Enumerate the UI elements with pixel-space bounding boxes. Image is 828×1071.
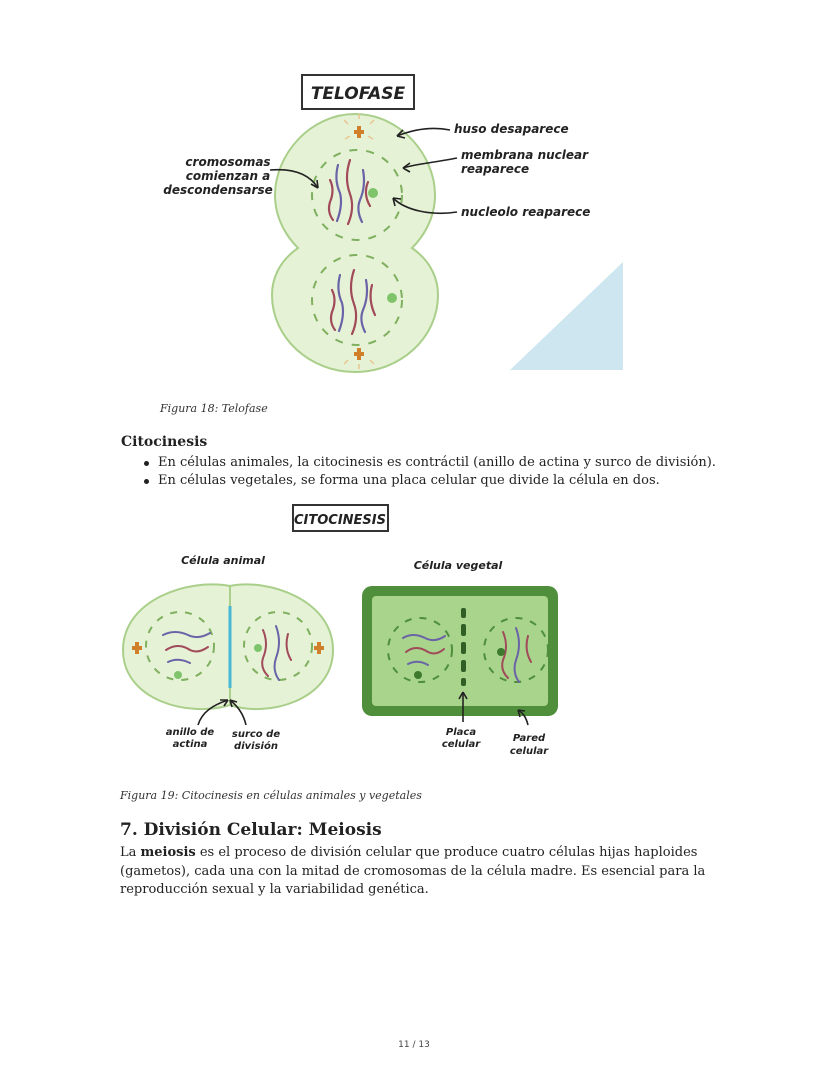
- citocinesis-illustration: [118, 500, 578, 765]
- citocinesis-figure: [118, 500, 578, 765]
- label-membrana-1: membrana nuclear: [461, 148, 589, 162]
- citocinesis-title: CITOCINESIS: [294, 513, 386, 528]
- vegetal-cell-title: Célula vegetal: [413, 559, 503, 572]
- bullet-animal: En células animales, la citocinesis es contráctil (anillo de actina y surco de división).: [140, 454, 780, 472]
- page-number: 11 / 13: [398, 1040, 430, 1050]
- meiosis-paragraph: [120, 844, 720, 900]
- bullet-vegetal: En células vegetales, se forma una placa celular que divide la célula en dos.: [140, 472, 780, 490]
- label-huso-desaparece: huso desaparece: [454, 122, 569, 136]
- telofase-cell: [272, 114, 438, 372]
- label-surco-1: surco de: [231, 729, 281, 740]
- label-pared-1: Pared: [512, 733, 546, 744]
- meiosis-p-rest-1: es el proceso de división celular que produce cuatro células hijas haploides: [195, 845, 698, 860]
- telofase-figure: [160, 70, 640, 375]
- label-anillo-1: anillo de: [165, 727, 215, 738]
- label-placa-1: Placa: [445, 727, 477, 738]
- label-membrana-2: reaparece: [461, 162, 530, 176]
- citocinesis-bullets: [140, 454, 780, 490]
- meiosis-p-rest-3: reproducción sexual y la variabilidad genética.: [120, 882, 429, 897]
- upper-nucleolus: [368, 188, 378, 198]
- meiosis-term: meiosis: [140, 845, 196, 860]
- label-cromosomas-2: comienzan a: [185, 169, 271, 183]
- citocinesis-heading: Citocinesis: [121, 434, 208, 450]
- meiosis-heading: 7. División Celular: Meiosis: [120, 820, 382, 840]
- label-pared-2: celular: [509, 746, 549, 757]
- figure-19-caption: Figura 19: Citocinesis en células animales y vegetales: [120, 789, 422, 802]
- label-surco-2: división: [234, 741, 278, 752]
- meiosis-p-start: La: [120, 845, 141, 860]
- figure-18-caption: Figura 18: Telofase: [160, 402, 268, 415]
- animal-cell: [123, 584, 333, 709]
- animal-cell-title: Célula animal: [181, 554, 265, 567]
- label-cromosomas-3: descondensarse: [163, 183, 273, 197]
- telofase-illustration: [160, 70, 640, 375]
- label-anillo-2: actina: [172, 739, 208, 750]
- label-placa-2: celular: [441, 739, 481, 750]
- telofase-title: TELOFASE: [310, 84, 406, 104]
- meiosis-p-rest-2: (gametos), cada una con la mitad de cromosomas de la célula madre. Es esencial para la: [120, 863, 706, 879]
- label-cromosomas-1: cromosomas: [185, 155, 271, 169]
- blue-triangle-decoration: [510, 262, 623, 370]
- lower-nucleolus: [387, 293, 397, 303]
- label-nucleolo: nucleolo reaparece: [461, 205, 591, 219]
